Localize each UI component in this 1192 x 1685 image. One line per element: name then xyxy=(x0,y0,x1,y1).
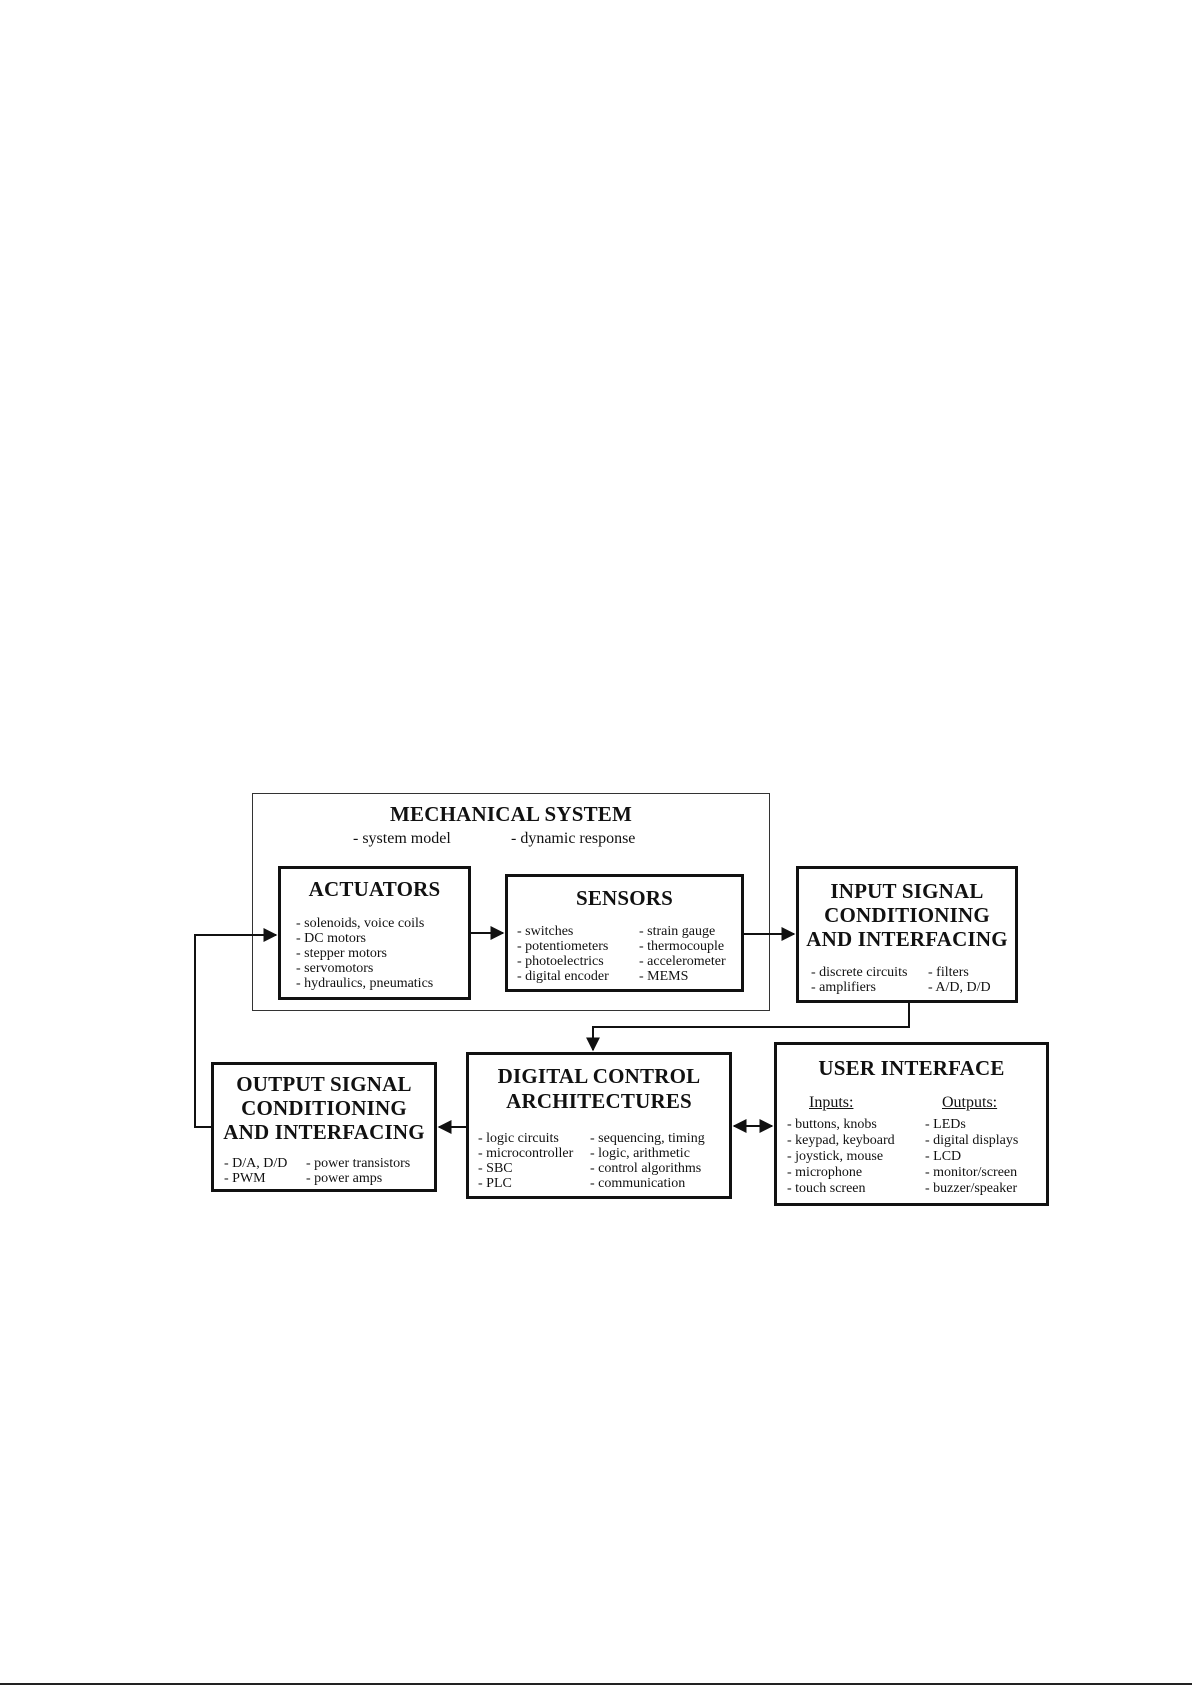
actuators-title: ACTUATORS xyxy=(308,877,441,901)
input-signal-title: AND INTERFACING xyxy=(806,927,1008,951)
input-signal-left-item: - amplifiers xyxy=(811,980,876,995)
sensors-left-item: - switches xyxy=(517,924,574,939)
arrow-output-signal-to-actuators xyxy=(195,935,276,1127)
actuators-item: - solenoids, voice coils xyxy=(296,916,425,931)
sensors-right-item: - thermocouple xyxy=(639,939,725,954)
arrow-input-signal-to-digital-control xyxy=(593,1003,909,1050)
output-signal-title: AND INTERFACING xyxy=(223,1120,425,1144)
user-interface-input-item: - keypad, keyboard xyxy=(787,1133,895,1148)
user-interface-output-item: - LCD xyxy=(925,1149,962,1164)
user-interface-output-item: - buzzer/speaker xyxy=(925,1181,1018,1196)
input-signal-left-item: - discrete circuits xyxy=(811,965,908,980)
digital-control-left-item: - SBC xyxy=(478,1161,513,1176)
sensors-right-item: - MEMS xyxy=(639,969,689,984)
digital-control-left-item: - PLC xyxy=(478,1176,512,1191)
sensors-left-item: - photoelectrics xyxy=(517,954,604,969)
digital-control-right-item: - control algorithms xyxy=(590,1161,702,1176)
user-interface-input-item: - microphone xyxy=(787,1165,863,1180)
sensors-right-item: - accelerometer xyxy=(639,954,726,969)
user-interface-output-item: - LEDs xyxy=(925,1117,966,1132)
actuators-item: - servomotors xyxy=(296,961,374,976)
input-signal-right-item: - filters xyxy=(928,965,969,980)
user-interface-title: USER INTERFACE xyxy=(818,1056,1005,1080)
user-interface-input-item: - touch screen xyxy=(787,1181,866,1196)
user-interface-output-item: - digital displays xyxy=(925,1133,1019,1148)
digital-control-left-item: - logic circuits xyxy=(478,1131,559,1146)
output-signal-right-item: - power amps xyxy=(306,1171,383,1186)
sensors-title: SENSORS xyxy=(575,886,674,910)
output-signal-left-item: - PWM xyxy=(224,1171,266,1186)
digital-control-right-item: - sequencing, timing xyxy=(590,1131,705,1146)
user-interface-outputs-label: Outputs: xyxy=(942,1094,998,1111)
user-interface-input-item: - buttons, knobs xyxy=(787,1117,877,1132)
mechanical-system-model: - system model xyxy=(353,830,451,847)
output-signal-right-item: - power transistors xyxy=(306,1156,411,1171)
sensors-left-item: - digital encoder xyxy=(517,969,609,984)
actuators-item: - DC motors xyxy=(296,931,366,946)
digital-control-left-item: - microcontroller xyxy=(478,1146,574,1161)
input-signal-title: CONDITIONING xyxy=(824,903,990,927)
user-interface-inputs-label: Inputs: xyxy=(809,1094,854,1111)
mechanical-dynamic-response: - dynamic response xyxy=(511,830,636,847)
digital-control-right-item: - communication xyxy=(590,1176,686,1191)
user-interface-input-item: - joystick, mouse xyxy=(787,1149,884,1164)
actuators-item: - stepper motors xyxy=(296,946,387,961)
mechanical-system-title: MECHANICAL SYSTEM xyxy=(389,802,633,826)
digital-control-title: ARCHITECTURES xyxy=(506,1089,692,1113)
digital-control-right-item: - logic, arithmetic xyxy=(590,1146,690,1161)
output-signal-title: CONDITIONING xyxy=(241,1096,407,1120)
input-signal-title: INPUT SIGNAL xyxy=(830,879,984,903)
input-signal-right-item: - A/D, D/D xyxy=(928,980,991,995)
digital-control-title: DIGITAL CONTROL xyxy=(497,1064,701,1088)
actuators-item: - hydraulics, pneumatics xyxy=(296,976,434,991)
sensors-left-item: - potentiometers xyxy=(517,939,609,954)
sensors-right-item: - strain gauge xyxy=(639,924,716,939)
user-interface-output-item: - monitor/screen xyxy=(925,1165,1018,1180)
output-signal-title: OUTPUT SIGNAL xyxy=(236,1072,412,1096)
output-signal-left-item: - D/A, D/D xyxy=(224,1156,288,1171)
